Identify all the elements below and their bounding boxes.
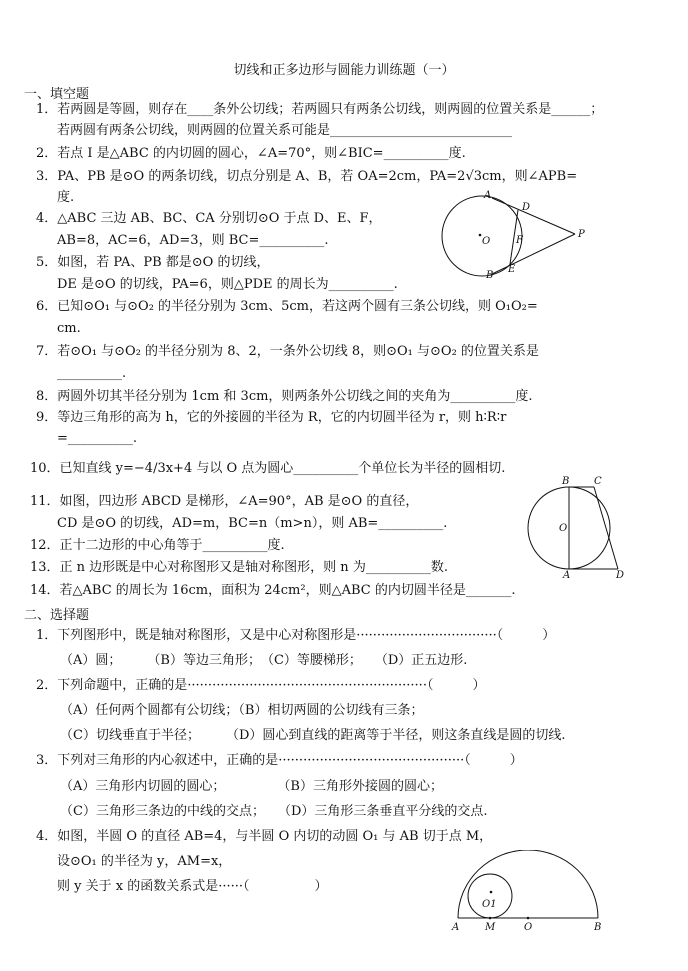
question-7-cont: __________. bbox=[57, 366, 127, 381]
question-11: 11．如图，四边形 ABCD 是梯形，∠A=90°，AB 是⊙O 的直径， bbox=[30, 494, 419, 509]
label-m: M bbox=[485, 922, 496, 933]
question-7: 7．若⊙O₁ 与⊙O₂ 的半径分别为 8、2，一条外公切线 8，则⊙O₁ 与⊙O₂ 的位置关系是 bbox=[36, 344, 539, 359]
label-o: O bbox=[524, 922, 533, 933]
question-1-cont: 若两圆有两条公切线，则两圆的位置关系可能是____________________________ bbox=[57, 123, 513, 138]
question-9-cont: =__________. bbox=[57, 431, 138, 446]
question-5-cont: DE 是⊙O 的切线，PA=6，则△PDE 的周长为__________. bbox=[57, 277, 398, 292]
question-3: 3．PA、PB 是⊙O 的两条切线，切点分别是 A、B，若 OA=2cm，PA=2√3cm，则∠APB= bbox=[36, 169, 578, 184]
question-12: 12．正十二边形的中心角等于__________度. bbox=[30, 538, 285, 553]
label-b: B bbox=[486, 270, 494, 281]
circle-o1 bbox=[468, 874, 512, 918]
figure-trapezoid-circle bbox=[522, 474, 632, 580]
label-c: C bbox=[594, 476, 602, 487]
point-o-dot bbox=[527, 917, 530, 920]
question-10: 10．已知直线 y=−4/3x+4 与以 O 点为圆心__________个单位长为半径的圆相切. bbox=[30, 461, 506, 476]
label-e: E bbox=[508, 264, 516, 275]
question-4-cont: AB=8，AC=6，AD=3，则 BC=__________. bbox=[57, 233, 329, 248]
center-o-dot bbox=[479, 234, 482, 237]
label-d: D bbox=[616, 570, 625, 580]
figure-tangents-pa-pb bbox=[440, 186, 600, 286]
label-a: A bbox=[484, 190, 492, 201]
choice-2-options-cd: （C）切线垂直于半径； （D）圆心到直线的距离等于半径，则这条直线是圆的切线. bbox=[60, 728, 566, 743]
choice-question-4-cont2: 则 y 关于 x 的函数关系式是······（ ） bbox=[57, 879, 328, 894]
center-o1-dot bbox=[490, 891, 493, 894]
choice-question-1: 1．下列图形中，既是轴对称图形，又是中心对称图形是··································（ ） bbox=[36, 628, 556, 643]
choice-2-options-ab: （A）任何两个圆都有公切线；（B）相切两圆的公切线有三条； bbox=[60, 703, 424, 718]
page-title: 切线和正多边形与圆能力训练题（一） bbox=[233, 63, 455, 78]
tangent-pa bbox=[492, 198, 575, 234]
label-a: A bbox=[563, 570, 571, 580]
question-14: 14．若△ABC 的周长为 16cm，面积为 24cm²，则△ABC 的内切圆半径是_______. bbox=[30, 583, 516, 598]
question-2: 2．若点 I 是△ABC 的内切圆的圆心，∠A=70°，则∠BIC=__________度. bbox=[36, 146, 466, 161]
choice-question-3: 3．下列对三角形的内心叙述中，正确的是·············································（ ） bbox=[36, 753, 523, 768]
question-1: 1．若两圆是等圆，则存在____条外公切线；若两圆只有两条公切线，则两圆的位置关系是______； bbox=[36, 102, 604, 117]
question-8: 8．两圆外切其半径分别为 1cm 和 3cm，则两条外公切线之间的夹角为__________度. bbox=[36, 389, 533, 404]
question-6-cont: cm. bbox=[57, 321, 81, 336]
semicircle-o bbox=[458, 850, 598, 918]
label-f: F bbox=[516, 235, 523, 246]
label-p: P bbox=[578, 229, 585, 240]
choice-question-2: 2．下列命题中，正确的是··························································（ ） bbox=[36, 678, 486, 693]
question-4: 4．△ABC 三边 AB、BC、CA 分别切⊙O 于点 D、E、F， bbox=[36, 211, 382, 226]
choice-question-4: 4．如图，半圆 O 的直径 AB=4，与半圆 O 内切的动圆 O₁ 与 AB 切于点 M， bbox=[36, 829, 493, 844]
label-o: O bbox=[559, 523, 568, 534]
choice-question-4-cont: 设⊙O₁ 的半径为 y，AM=x， bbox=[57, 854, 232, 869]
tangent-pb bbox=[492, 234, 575, 274]
point-m-dot bbox=[489, 917, 492, 920]
label-a: A bbox=[452, 922, 460, 933]
question-3-cont: 度. bbox=[57, 190, 75, 205]
section-choice: 二、选择题 bbox=[24, 608, 90, 623]
label-b: B bbox=[594, 922, 602, 933]
label-b: B bbox=[562, 476, 570, 487]
label-o: O bbox=[482, 236, 491, 247]
question-13: 13．正 n 边形既是中心对称图形又是轴对称图形，则 n 为__________数. bbox=[30, 560, 448, 575]
figure-semicircle bbox=[448, 850, 608, 935]
choice-3-options-ab: （A）三角形内切圆的圆心； （B）三角形外接圆的圆心； bbox=[60, 779, 443, 794]
label-d: D bbox=[522, 202, 531, 213]
choice-1-options: （A）圆； （B）等边三角形； （C）等腰梯形； （D）正五边形. bbox=[60, 653, 468, 668]
question-6: 6．已知⊙O₁ 与⊙O₂ 的半径分别为 3cm、5cm，若这两个圆有三条公切线，则 O₁O₂= bbox=[36, 299, 538, 314]
question-11-cont: CD 是⊙O 的切线，AD=m，BC=n（m>n），则 AB=__________. bbox=[57, 516, 448, 531]
choice-3-options-cd: （C）三角形三条边的中线的交点； （D）三角形三条垂直平分线的交点. bbox=[60, 804, 488, 819]
question-5: 5．如图，若 PA、PB 都是⊙O 的切线， bbox=[36, 255, 270, 270]
section-fill-in: 一、填空题 bbox=[24, 87, 90, 102]
question-9: 9．等边三角形的高为 h，它的外接圆的半径为 R，它的内切圆半径为 r，则 h∶R∶r bbox=[36, 410, 507, 425]
label-o1: O1 bbox=[482, 899, 497, 910]
